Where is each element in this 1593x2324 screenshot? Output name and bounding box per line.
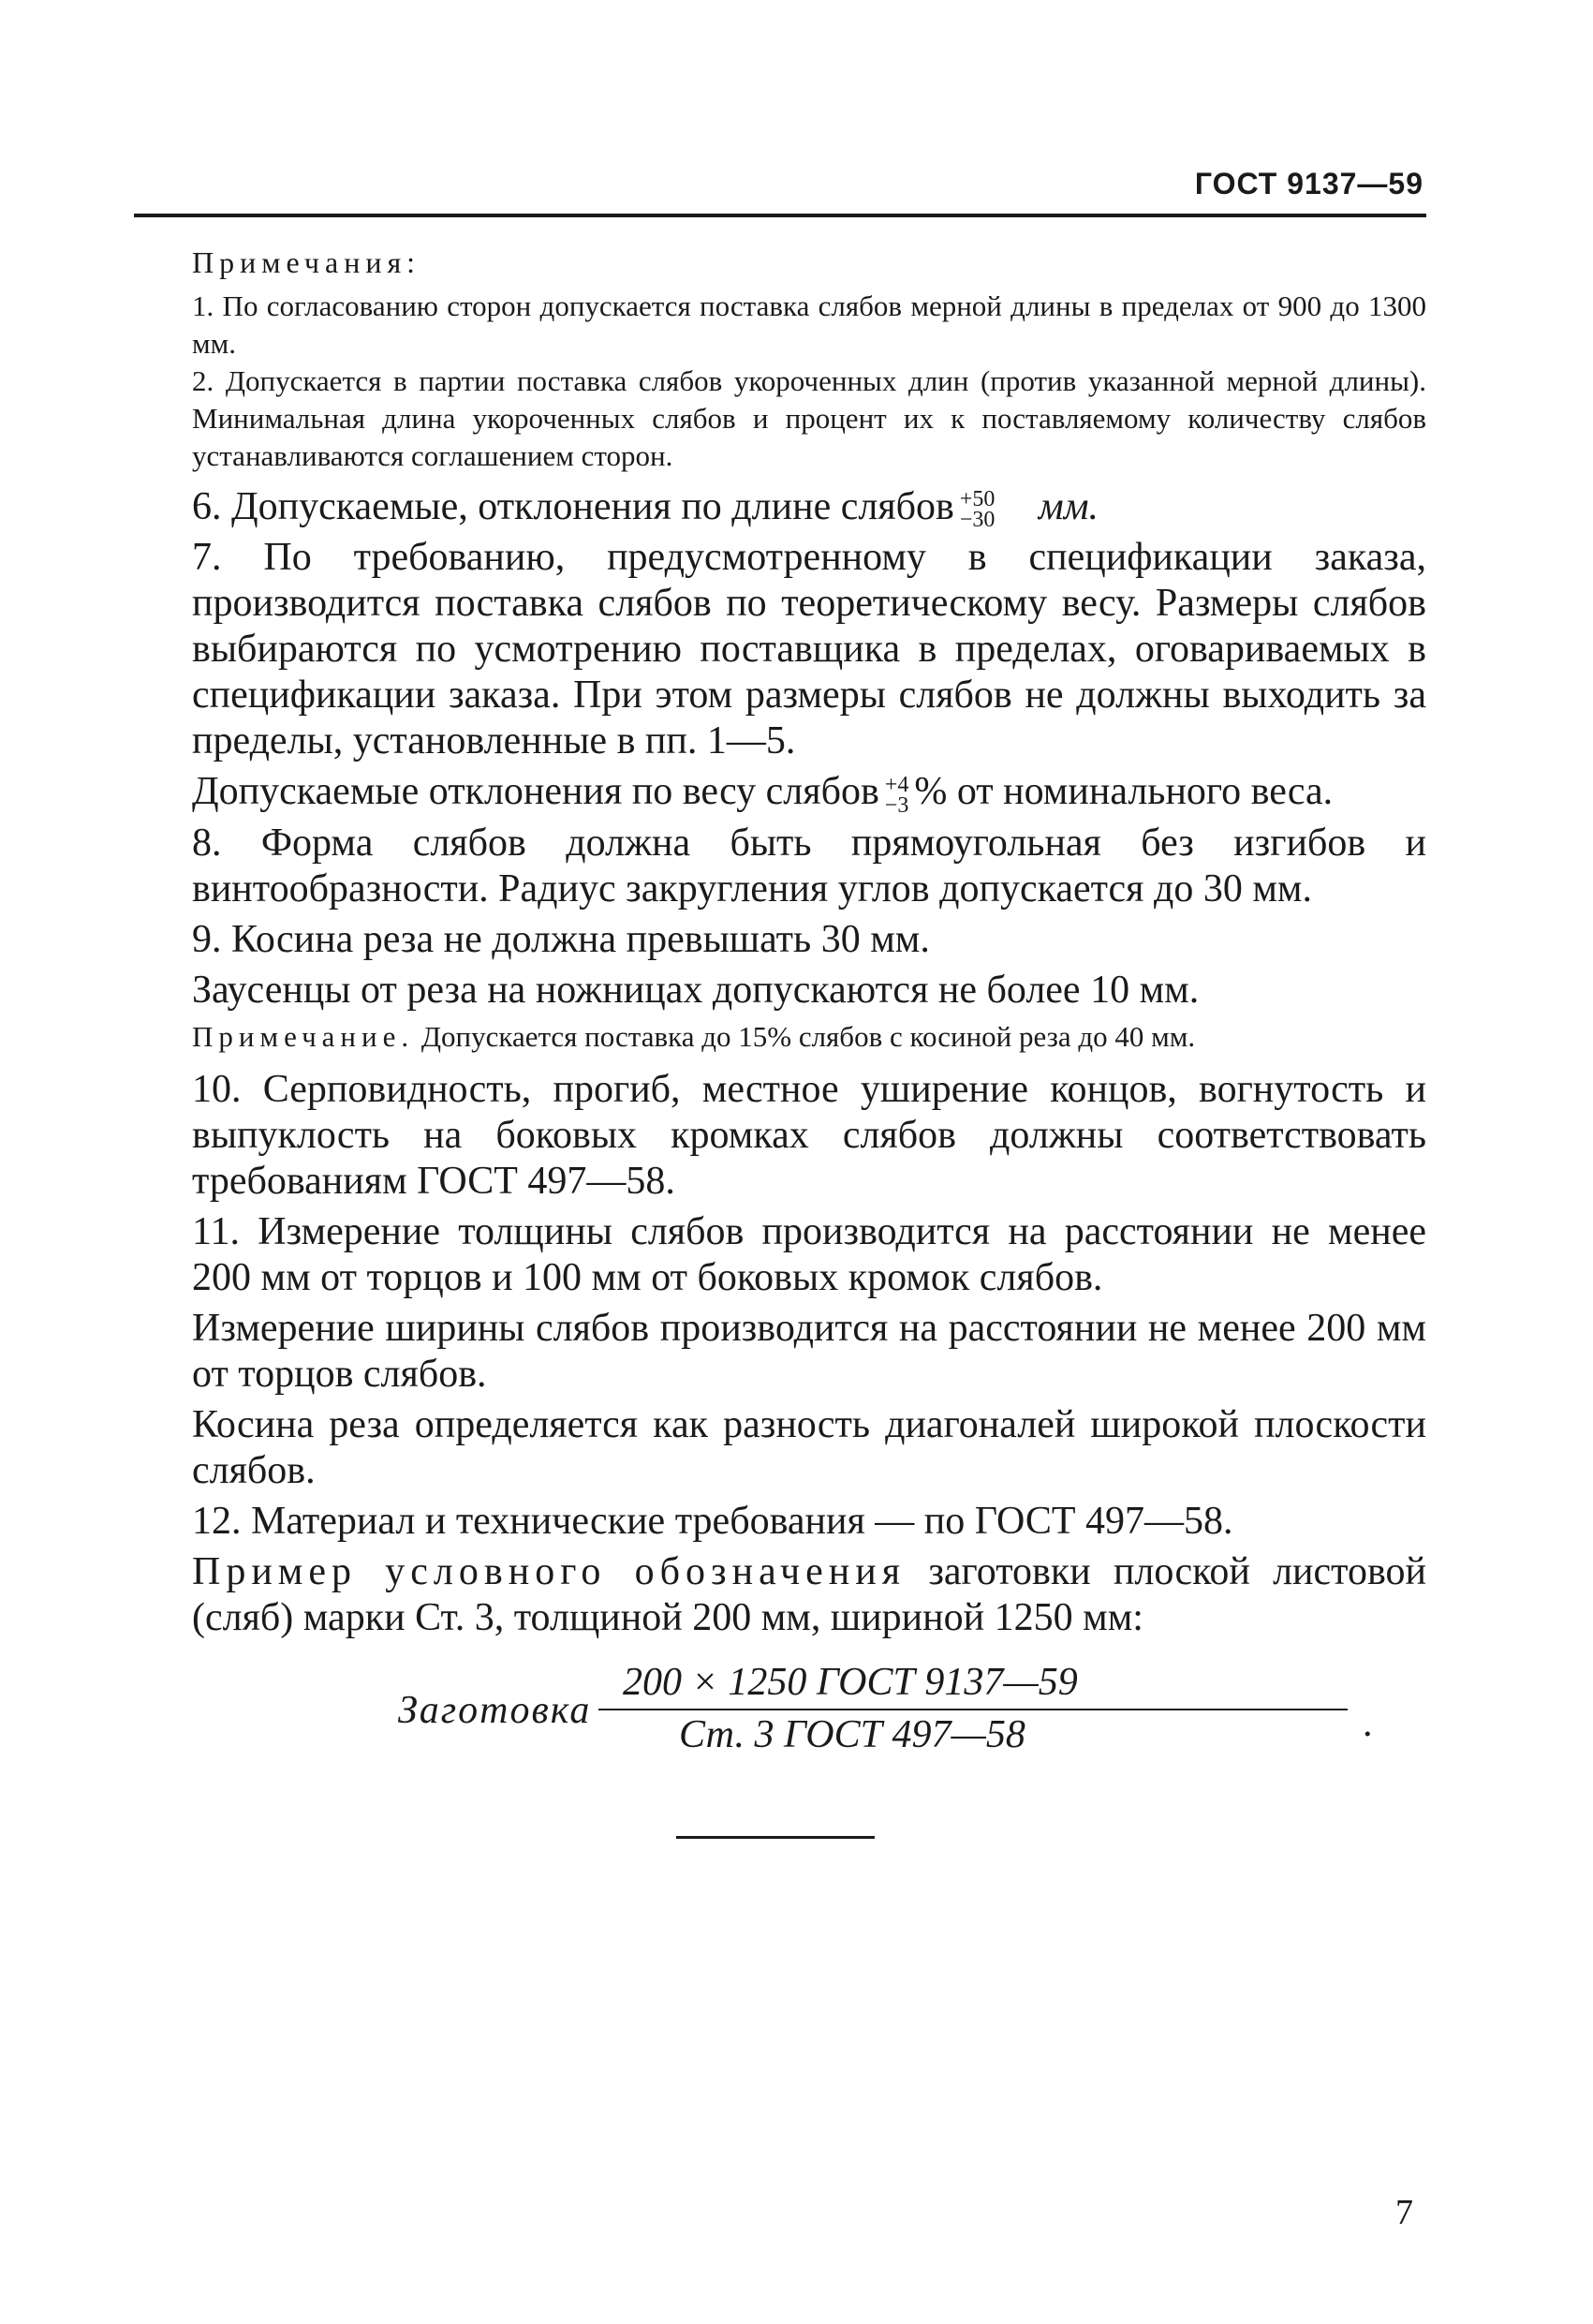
paragraph-12: 12. Материал и технические требования — по ГОСТ 497—58.: [192, 1499, 1233, 1543]
example-paragraph: Пример условного обозначения заготовки плоской листовой (сляб) марки Ст. 3, толщиной 200 мм, шириной 1250 мм:: [192, 1549, 1426, 1639]
formula-numerator: 200 × 1250 ГОСТ 9137—59: [623, 1660, 1078, 1704]
note-item-2: 2. Допускается в партии поставка слябов укороченных длин (против указанной мерной длины). Минимальная длина укороченных слябов и процент их к поставляемому количеству слябов устанавливаются соглашением сторон.: [192, 364, 1426, 472]
formula-denominator: Ст. 3 ГОСТ 497—58: [679, 1712, 1025, 1756]
page-content: [192, 245, 1426, 1763]
paragraph-9-burrs: Заусенцы от реза на ножницах допускаются не более 10 мм.: [192, 968, 1200, 1012]
paragraph-11-width: Измерение ширины слябов производится на расстоянии не менее 200 мм от торцов слябов.: [192, 1306, 1426, 1396]
paragraph-11-skew: Косина реза определяется как разность диагоналей широкой плоскости слябов.: [192, 1402, 1426, 1492]
paragraph-9: 9. Косина реза не должна превышать 30 мм.: [192, 917, 930, 961]
formula-fraction-bar: [598, 1709, 1348, 1710]
note-9: Примечание. Допускается поставка до 15% слябов с косиной реза до 40 мм.: [192, 1019, 1196, 1053]
note-item-1: 1. По согласованию сторон допускается поставка слябов мерной длины в пределах от 900 до 1300 мм.: [192, 289, 1426, 360]
paragraph-7: 7. По требованию, предусмотренному в спецификации заказа, производится поставка слябов по теоретическому весу. Размеры слябов выбираются по усмотрению поставщика в пределах, оговариваемых в спецификации заказа. При этом размеры слябов не должны выходить за пределы, установленные в пп. 1—5.: [192, 536, 1426, 763]
paragraph-7-weight: Допускаемые отклонения по весу слябов +4 −3 % от номинального веса.: [192, 770, 1334, 818]
paragraph-10: 10. Серповидность, прогиб, местное уширение концов, вогнутость и выпуклость на боковых кромках слябов должны соответствовать требованиям ГОСТ 497—58.: [192, 1067, 1426, 1203]
formula-label: Заготовка: [398, 1688, 592, 1732]
notes-title: Примечания:: [192, 245, 421, 279]
designation-formula: [192, 1660, 1426, 1763]
weight-tolerance: +4 −3: [884, 772, 909, 818]
page-number: 7: [1395, 2193, 1413, 2232]
end-rule: [676, 1836, 875, 1839]
paragraph-8: 8. Форма слябов должна быть прямоугольная без изгибов и винтообразности. Радиус закругления углов допускается до 30 мм.: [192, 821, 1426, 910]
paragraph-6: 6. Допускаемые, отклонения по длине слябов +50 −30 мм.: [192, 485, 1099, 533]
formula-trailing: .: [1363, 1701, 1373, 1745]
length-tolerance: +50 −30: [959, 487, 996, 533]
standard-code: ГОСТ 9137—59: [1194, 167, 1423, 200]
paragraph-11: 11. Измерение толщины слябов производится на расстоянии не менее 200 мм от торцов и 100 мм от боковых кромок слябов.: [192, 1209, 1426, 1299]
header-rule: [134, 214, 1426, 217]
